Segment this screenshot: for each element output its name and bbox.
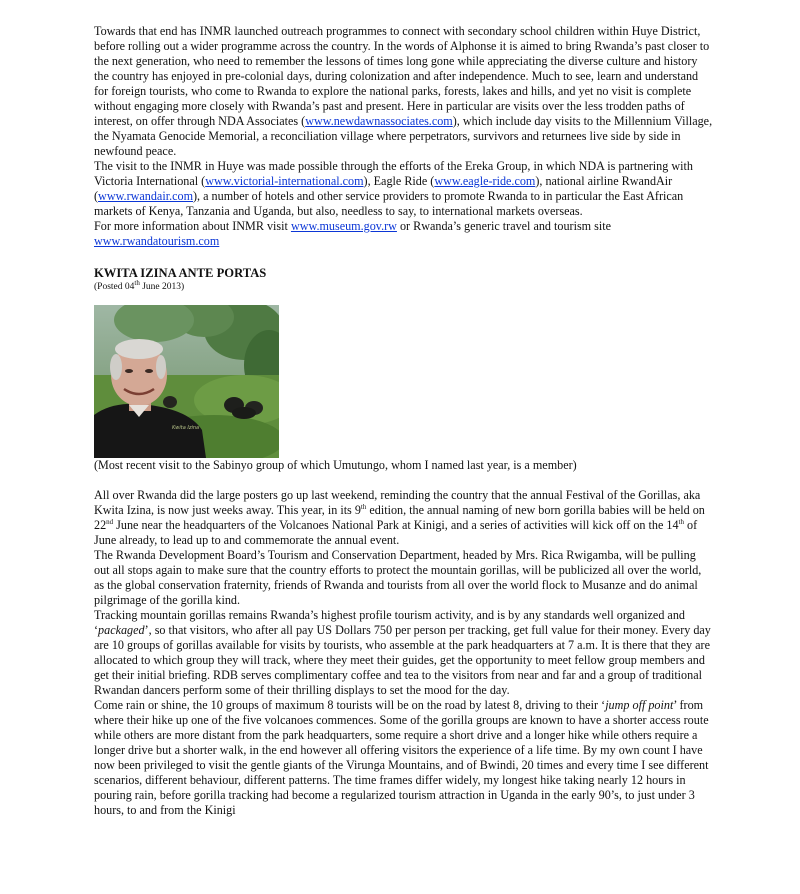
intro-text: ), national airline RwandAir ( [94, 174, 673, 203]
intro-paragraph-outreach [94, 24, 714, 159]
intro-text: or Rwanda’s generic travel and tourism site [396, 219, 612, 233]
superscript: th [678, 517, 684, 526]
link-victoria-international[interactable]: www.victorial-international.com [205, 174, 364, 188]
link-museum-gov[interactable]: www.museum.gov.rw [290, 219, 397, 233]
gorilla-visit-photo [94, 305, 279, 458]
article-paragraph-posters [94, 488, 714, 548]
article-text: Come rain or shine, the 10 groups of maximum 8 tourists will be on the road by latest 8, driving to their ‘ [94, 698, 606, 712]
posted-text: June 2013) [139, 282, 185, 292]
photo-caption: (Most recent visit to the Sabinyo group of which Umutungo, whom I named last year, is a member) [94, 458, 577, 472]
article-posted-date [94, 278, 714, 293]
intro-paragraph-ereka [94, 159, 714, 219]
article-title: KWITA IZINA ANTE PORTAS [94, 266, 267, 280]
intro-text: Towards that end has INMR launched outreach programmes to connect with secondary school children within Huye District, before rolling out a wider programme across the country. In the words of Alphonse it is aimed to bring Rwanda’s past closer to the next generation, who need to remember the lessons of times long gone while appreciating the diverse culture and history the country has enjoyed in pre-colonial days, during colonization and after independence. Much to see, learn and understand for foreign tourists, who come to Rwanda to explore the national parks, forests, lakes and hills, and yet no visit is complete without engaging more closely with Rwanda’s past and present. Here in particular are visits over the less trodden paths of interest, on offer through NDA Associates ( [94, 24, 710, 128]
article-paragraph-rdb: The Rwanda Development Board’s Tourism and Conservation Department, headed by Mrs. Rica Rwigamba, will be pulling out all stops again to make sure that the country efforts to protect the mountain gorillas, will be publicized all over the world, as the global conservation fraternity, friends of Rwanda and tourists from all over the world flock to Musanze and do animal pilgrimage of the gorilla kind. [94, 548, 702, 607]
posted-sup: th [134, 278, 140, 287]
article-text: June near the headquarters of the Volcanoes National Park at Kinigi, and a series of activities will kick off on the 14 [113, 518, 679, 532]
intro-text: The visit to the INMR in Huye was made possible through the efforts of the Ereka Group, in which NDA is partnering with Victoria International ( [94, 159, 693, 188]
link-eagle-ride[interactable]: www.eagle-ride.com [434, 174, 536, 188]
superscript: th [360, 502, 367, 511]
article-paragraph-tracking [94, 608, 714, 698]
article-text: of June already, to lead up to and commemorate the annual event. [94, 518, 698, 547]
article-text: edition, the annual naming of new born gorilla babies will be held on 22 [94, 503, 705, 532]
shirt-logo-text: Kwita Izina [172, 425, 200, 431]
article-text: All over Rwanda did the large posters go up last weekend, reminding the country that the annual Festival of the Gorillas, aka Kwita Izina, is now just weeks away. This year, in its 9 [94, 488, 701, 517]
link-newdawnassociates[interactable]: www.newdawnassociates.com [305, 114, 453, 128]
article-text: ’ from where their hike up one of the five volcanoes commences. Some of the gorilla groups are known to have a shorter access route while others are more distant from the park headquarters, some require a short drive and a longer hike while others require a longer drive but a shorter walk, in the end however all offering visitors the experience of a life time. By my own count I have now been privileged to visit the gentle giants of the Virunga Mountains, and of Bwindi, 20 times and every time I see different scenarios, different behaviour, different patterns. The time frames differ widely, my longest hike taking nearly 12 hours in pouring rain, before gorilla tracking had become a regularized tourism attraction in Uganda in the early 90’s, to just under 3 hours, to and from the Kinigi [94, 698, 709, 817]
superscript: nd [106, 517, 114, 526]
link-rwandatourism[interactable]: www.rwandatourism.com [94, 234, 220, 248]
article-text: Tracking mountain gorillas remains Rwanda’s highest profile tourism activity, and is by any standards well organized and ‘ [94, 608, 685, 637]
article-text: ’, so that visitors, who after all pay US Dollars 750 per person per tracking, get full value for their money. Every day are 10 groups of gorillas available for visits by tourists, who assemble at the park headquarters at 7 a.m. It is there that they are allocated to which group they will track, where they meet their guides, get the opportunity to meet fellow group members and get their initial briefing. RDB serves complimentary coffee and tea to the visitors from near and far and a group of traditional Rwandan dancers perform some of their thrilling displays to set the mood for the day. [94, 623, 711, 697]
emphasis-text: jump off point [605, 698, 674, 712]
document-page [94, 24, 714, 818]
intro-paragraph-more-info [94, 219, 714, 249]
intro-text: ), Eagle Ride ( [363, 174, 435, 188]
link-rwandair[interactable]: www.rwandair.com [98, 189, 194, 203]
posted-text: (Posted 04 [94, 282, 135, 292]
intro-text: For more information about INMR visit [94, 219, 291, 233]
article-paragraph-rain-or-shine [94, 698, 714, 818]
intro-text: ), which include day visits to the Millennium Village, the Nyamata Genocide Memorial, a reconciliation village where perpetrators, survivors and returnees live side by side in newfound peace. [94, 114, 713, 158]
intro-text: ), a number of hotels and other service providers to promote Rwanda to in particular the East African markets of Kenya, Tanzania and Uganda, but also, needless to say, to international markets overseas. [94, 189, 684, 218]
emphasis-text: packaged [98, 623, 145, 637]
